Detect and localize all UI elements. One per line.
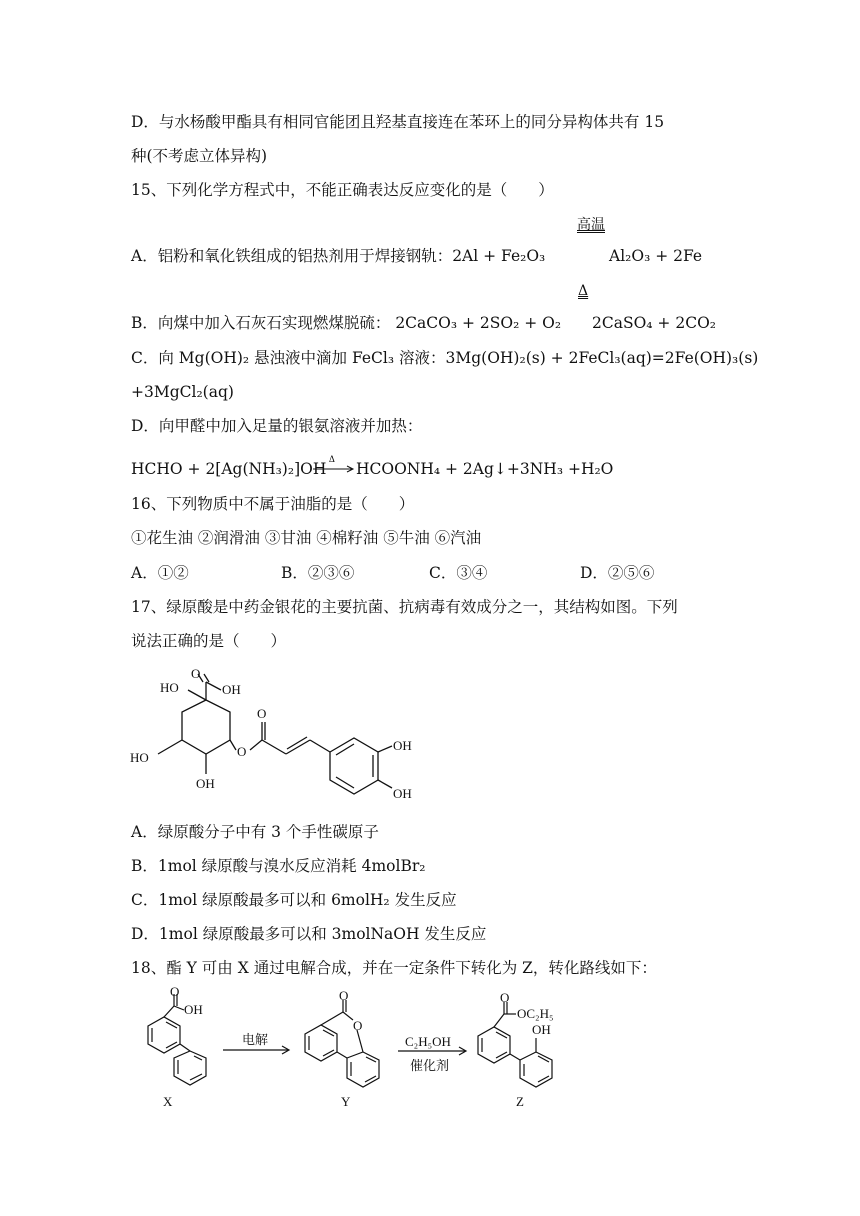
s17-oh-ar2: OH xyxy=(393,786,412,801)
s17-o-carbonyl: O xyxy=(257,706,267,721)
q15a-condition: 高温 xyxy=(577,217,605,233)
q15b-condition: Δ xyxy=(578,283,589,299)
q15d-arrow-label: Δ xyxy=(329,454,335,464)
s17-ho-top: HO xyxy=(160,680,179,695)
arrow2-bottom: 催化剂 xyxy=(410,1058,450,1073)
q15d-equation-right: HCOONH₄ + 2Ag↓+3NH₃ +H₂O xyxy=(356,460,614,478)
q17-option-b: B．1mol 绿原酸与溴水反应消耗 4molBr₂ xyxy=(131,857,426,875)
z-oet: OC₂H₅ xyxy=(517,1006,554,1021)
reaction-scheme-18 xyxy=(120,984,600,1118)
q17-option-a: A．绿原酸分子中有 3 个手性碳原子 xyxy=(131,823,379,841)
z-o: O xyxy=(500,990,510,1005)
x-o: O xyxy=(170,984,180,999)
s17-oh-bottom: OH xyxy=(196,776,215,791)
y-o2: O xyxy=(353,1018,363,1033)
x-label: X xyxy=(163,1094,173,1109)
q17-stem-line2: 说法正确的是（ ） xyxy=(131,632,287,650)
y-label: Y xyxy=(341,1094,351,1109)
q16-items: ①花生油 ②润滑油 ③甘油 ④棉籽油 ⑤牛油 ⑥汽油 xyxy=(131,529,482,547)
chlorogenic-acid-structure xyxy=(120,660,430,810)
q15-option-c-line2: +3MgCl₂(aq) xyxy=(131,383,234,401)
s17-oh-top: OH xyxy=(222,682,241,697)
q15-option-d-line1: D．向甲醛中加入足量的银氨溶液并加热： xyxy=(131,417,423,435)
arrow2-top: C₂H₅OH xyxy=(405,1034,451,1049)
s17-o-top: O xyxy=(191,666,201,681)
q15d-equation-left: HCHO + 2[Ag(NH₃)₂]OH xyxy=(131,460,327,478)
q18-stem: 18、酯 Y 可由 X 通过电解合成，并在一定条件下转化为 Z，转化路线如下： xyxy=(131,959,657,977)
q15a-left: A．铝粉和氧化铁组成的铝热剂用于焊接钢轨：2Al + Fe₂O₃ xyxy=(131,247,546,265)
q15b-right: 2CaSO₄ + 2CO₂ xyxy=(592,314,716,332)
q15-stem: 15、下列化学方程式中，不能正确表达反应变化的是（ ） xyxy=(131,181,554,199)
x-oh: OH xyxy=(184,1002,203,1017)
s17-oh-ar1: OH xyxy=(393,738,412,753)
z-oh: OH xyxy=(532,1022,551,1037)
q15b-left: B．向煤中加入石灰石实现燃煤脱硫： 2CaCO₃ + 2SO₂ + O₂ xyxy=(131,314,562,332)
q16-option-c: C．③④ xyxy=(429,564,488,582)
q14-option-d-line2: 种(不考虑立体异构) xyxy=(131,147,268,165)
q15-option-c-line1: C．向 Mg(OH)₂ 悬浊液中滴加 FeCl₃ 溶液：3Mg(OH)₂(s) + 2FeCl₃(aq)=2Fe(OH)₃(s) xyxy=(131,349,759,367)
q14-option-d-line1: D．与水杨酸甲酯具有相同官能团且羟基直接连在苯环上的同分异构体共有 15 xyxy=(131,113,665,131)
q17-option-d: D．1mol 绿原酸最多可以和 3molNaOH 发生反应 xyxy=(131,925,487,943)
q15d-reaction-arrow xyxy=(312,452,356,478)
q16-option-a: A．①② xyxy=(131,564,189,582)
q17-option-c: C．1mol 绿原酸最多可以和 6molH₂ 发生反应 xyxy=(131,891,457,909)
s17-o-ester: O xyxy=(237,744,247,759)
y-o1: O xyxy=(339,988,349,1003)
q16-option-d: D．②⑤⑥ xyxy=(580,564,655,582)
q17-stem-line1: 17、绿原酸是中药金银花的主要抗菌、抗病毒有效成分之一，其结构如图。下列 xyxy=(131,598,678,616)
q15-option-a xyxy=(131,246,545,266)
q16-stem: 16、下列物质中不属于油脂的是（ ） xyxy=(131,495,415,513)
z-label: Z xyxy=(516,1094,524,1109)
s17-ho-left: HO xyxy=(130,750,149,765)
q16-option-b: B．②③⑥ xyxy=(281,564,355,582)
q15a-right: Al₂O₃ + 2Fe xyxy=(609,247,703,265)
arrow1-label: 电解 xyxy=(242,1032,269,1047)
